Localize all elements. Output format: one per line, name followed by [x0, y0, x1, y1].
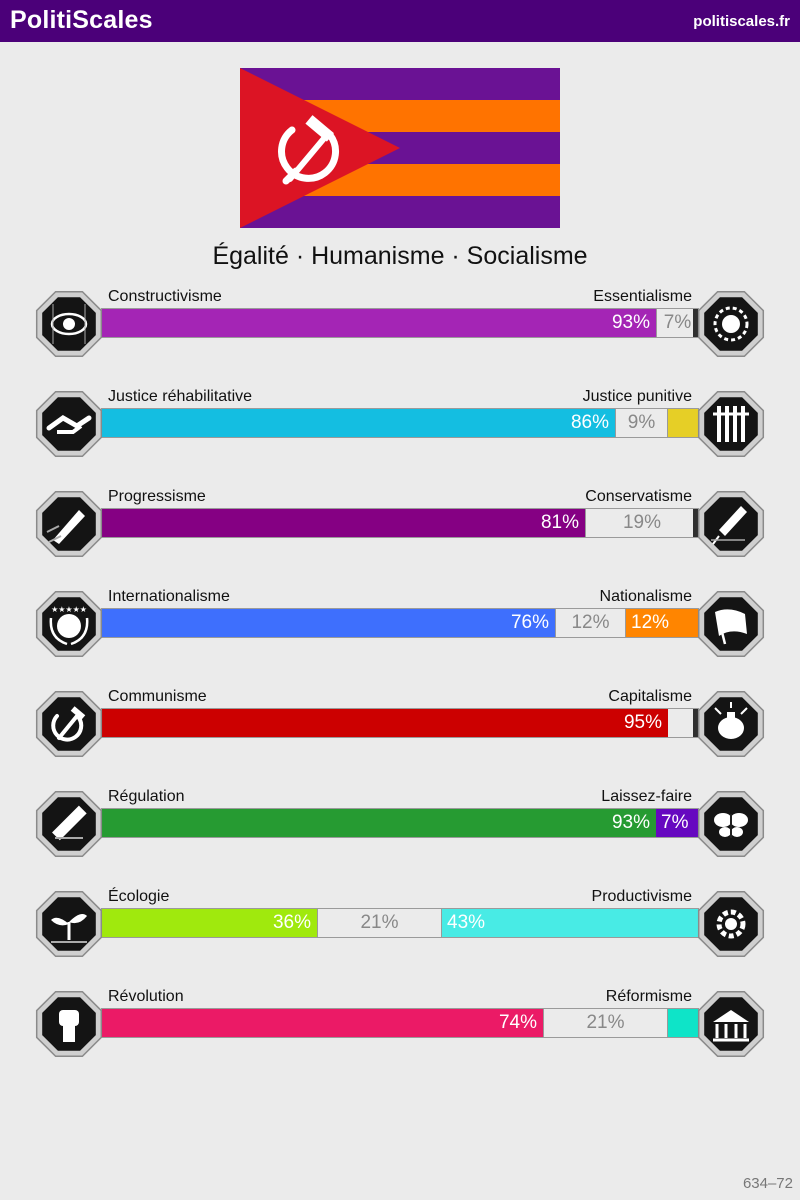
axis-row — [0, 388, 800, 468]
axis-left-segment: 93% — [102, 309, 656, 337]
axis-right-label: Nationalisme — [599, 588, 692, 605]
globe-laurel-icon — [33, 588, 105, 660]
axis-right-segment — [668, 409, 698, 437]
result-flag — [240, 68, 560, 228]
axis-row — [0, 788, 800, 868]
axis-right-segment — [668, 1009, 698, 1037]
axis-right-label: Justice punitive — [582, 388, 692, 405]
axis-bar — [101, 908, 699, 938]
flag-icon — [695, 588, 767, 660]
axis-right-segment: 43% — [442, 909, 698, 937]
axis-right-label: Réformisme — [605, 988, 692, 1005]
brand-title[interactable]: PolitiScales — [10, 6, 153, 34]
ideology-tagline: Égalité · Humanisme · Socialisme — [212, 242, 588, 270]
rocket-icon — [33, 488, 105, 560]
axis-bar — [101, 1008, 699, 1038]
axis-left-segment: 93% — [102, 809, 656, 837]
svg-text:★★★★★: ★★★★★ — [51, 605, 87, 614]
axis-left-label: Écologie — [108, 888, 170, 905]
axis-left-segment: 76% — [102, 609, 555, 637]
dna-flower-icon — [695, 288, 767, 360]
axis-row — [0, 488, 800, 568]
axis-left-label: Constructivisme — [108, 288, 222, 305]
axis-neutral-segment: 21% — [317, 909, 442, 937]
axis-neutral-segment: 12% — [555, 609, 626, 637]
axis-left-segment: 74% — [102, 1009, 543, 1037]
axis-row — [0, 888, 800, 968]
axis-right-label: Laissez-faire — [601, 788, 692, 805]
money-bag-icon — [695, 688, 767, 760]
axis-row — [0, 688, 800, 768]
axis-neutral-segment: 9% — [615, 409, 668, 437]
hammer-sickle-icon — [33, 688, 105, 760]
site-link[interactable]: politiscales.fr — [693, 13, 790, 30]
butterfly-icon — [695, 788, 767, 860]
eye-icon — [33, 288, 105, 360]
axis-right-segment: 12% — [626, 609, 698, 637]
handshake-icon — [33, 388, 105, 460]
axis-bar — [101, 508, 699, 538]
gear-icon — [695, 888, 767, 960]
axis-right-label: Productivisme — [591, 888, 692, 905]
result-code: 634–72 — [742, 1175, 793, 1192]
axis-neutral-segment: 19% — [585, 509, 698, 537]
axis-bar — [101, 308, 699, 338]
axis-right-label: Capitalisme — [608, 688, 692, 705]
axis-bar — [101, 608, 699, 638]
axis-row — [0, 988, 800, 1068]
axis-right-segment: 7% — [656, 809, 698, 837]
axis-bar — [101, 808, 699, 838]
axis-left-label: Progressisme — [108, 488, 206, 505]
prison-bars-icon — [695, 388, 767, 460]
axis-left-label: Internationalisme — [108, 588, 230, 605]
ruler-icon — [33, 788, 105, 860]
sprout-icon — [33, 888, 105, 960]
axis-neutral-segment: 21% — [543, 1009, 668, 1037]
axis-left-segment: 95% — [102, 709, 668, 737]
axis-bar — [101, 408, 699, 438]
axis-right-label: Essentialisme — [593, 288, 692, 305]
axis-left-segment: 86% — [102, 409, 615, 437]
axis-right-label: Conservatisme — [585, 488, 692, 505]
axis-left-segment: 36% — [102, 909, 317, 937]
raised-fist-icon — [33, 988, 105, 1060]
axis-row — [0, 288, 800, 368]
header-bar — [0, 0, 800, 42]
axis-left-label: Communisme — [108, 688, 207, 705]
axis-left-label: Régulation — [108, 788, 185, 805]
axis-left-label: Justice réhabilitative — [108, 388, 253, 405]
axis-row — [0, 588, 800, 668]
axis-neutral-segment: 7% — [656, 309, 698, 337]
axis-left-segment: 81% — [102, 509, 585, 537]
quill-pen-icon — [695, 488, 767, 560]
axis-left-label: Révolution — [108, 988, 184, 1005]
parliament-icon — [695, 988, 767, 1060]
axis-bar — [101, 708, 699, 738]
